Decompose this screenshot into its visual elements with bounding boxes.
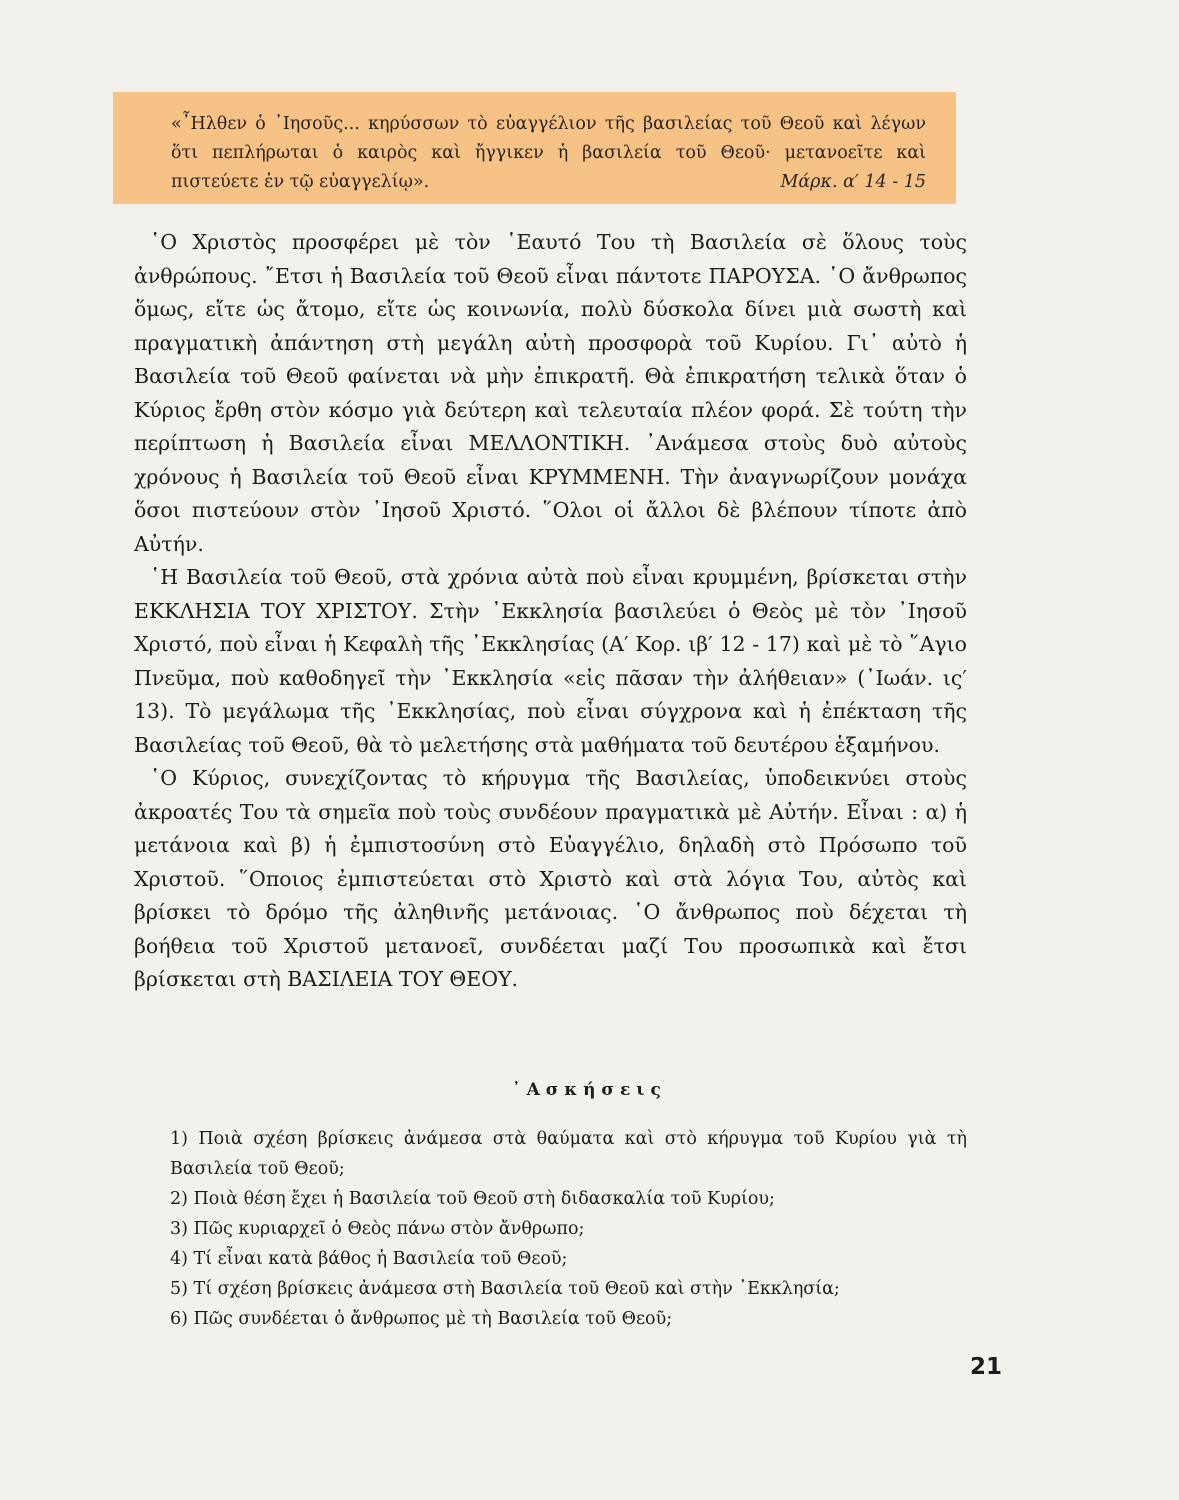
quote-reference: Μάρκ. α′ 14 - 15 xyxy=(780,172,926,192)
paragraph-3: ῾Ο Κύριος, συνεχίζοντας τὸ κήρυγμα τῆς Βασιλείας, ὑποδεικνύει στοὺς ἀκροατές Του τὰ σημεῖα ποὺ τοὺς συνδέουν πραγματικὰ μὲ Αὐτήν. Εἶναι : α) ἡ μετάνοια καὶ β) ἡ ἐμπιστοσύνη στὸ Εὐαγγέλιο, δηλαδὴ στὸ Πρόσωπο τοῦ Χριστοῦ. ῞Οποιος ἐμπιστεύεται στὸ Χριστὸ καὶ στὰ λόγια Του, αὐτὸς καὶ βρίσκει τὸ δρόμο τῆς ἀληθινῆς μετάνοιας. ῾Ο ἄνθρωπος ποὺ δέχεται τὴ βοήθεια τοῦ Χριστοῦ μετανοεῖ, συνδέεται μαζί Του προσωπικὰ καὶ ἔτσι βρίσκεται στὴ ΒΑΣΙΛΕΙΑ ΤΟΥ ΘΕΟΥ. xyxy=(134,766,967,991)
exercise-item: 4) Τί εἶναι κατὰ βάθος ἡ Βασιλεία τοῦ Θεοῦ; xyxy=(170,1249,568,1269)
paragraph-1: ῾Ο Χριστὸς προσφέρει μὲ τὸν ῾Εαυτό Του τὴ Βασιλεία σὲ ὅλους τοὺς ἀνθρώπους. ῎Ετσι ἡ Βασιλεία τοῦ Θεοῦ εἶναι πάντοτε ΠΑΡΟΥΣΑ. ῾Ο ἄνθρωπος ὅμως, εἴτε ὡς ἄτομο, εἴτε ὡς κοινωνία, πολὺ δύσκολα δίνει μιὰ σωστὴ καὶ πραγματικὴ ἀπάντηση στὴ μεγάλη αὐτὴ προσφορὰ τοῦ Κυρίου. Γι᾽ αὐτὸ ἡ Βασιλεία τοῦ Θεοῦ φαίνεται νὰ μὴν ἐπικρατῆ. Θὰ ἐπικρατήση τελικὰ ὅταν ὁ Κύριος ἔρθη στὸν κόσμο γιὰ δεύτερη καὶ τελευταία πλέον φορά. Σὲ τούτη τὴν περίπτωση ἡ Βασιλεία εἶναι ΜΕΛΛΟΝΤΙΚΗ. ᾽Ανάμεσα στοὺς δυὸ αὐτοὺς χρόνους ἡ Βασιλεία τοῦ Θεοῦ εἶναι ΚΡΥΜΜΕΝΗ. Τὴν ἀναγνωρίζουν μονάχα ὅσοι πιστεύουν στὸν ᾽Ιησοῦ Χριστό. ῞Ολοι οἱ ἄλλοι δὲ βλέπουν τίποτε ἀπὸ Αὐτήν. xyxy=(134,230,967,556)
page-number: 21 xyxy=(969,1354,1002,1380)
quote-text: «῏Ηλθεν ὁ ᾽Ιησοῦς... κηρύσσων τὸ εὐαγγέλιον τῆς βασιλείας τοῦ Θεοῦ καὶ λέγων ὅτι πεπλήρωται ὁ καιρὸς καὶ ἤγγικεν ἡ βασιλεία τοῦ Θεοῦ· μετανοεῖτε καὶ πιστεύετε ἐν τῷ εὐαγγελίῳ». xyxy=(171,114,926,192)
exercise-item: 2) Ποιὰ θέση ἔχει ἡ Βασιλεία τοῦ Θεοῦ στὴ διδασκαλία τοῦ Κυρίου; xyxy=(170,1189,775,1209)
exercise-item: 3) Πῶς κυριαρχεῖ ὁ Θεὸς πάνω στὸν ἄνθρωπο; xyxy=(170,1219,585,1239)
scripture-quote-box xyxy=(113,92,956,204)
exercise-item: 5) Τί σχέση βρίσκεις ἀνάμεσα στὴ Βασιλεία τοῦ Θεοῦ καὶ στὴν ᾽Εκκλησία; xyxy=(170,1279,840,1299)
exercise-item: 1) Ποιὰ σχέση βρίσκεις ἀνάμεσα στὰ θαύματα καὶ στὸ κήρυγμα τοῦ Κυρίου γιὰ τὴ Βασιλεία τοῦ Θεοῦ; xyxy=(170,1129,967,1179)
exercise-item: 6) Πῶς συνδέεται ὁ ἄνθρωπος μὲ τὴ Βασιλεία τοῦ Θεοῦ; xyxy=(170,1309,673,1329)
paragraph-2: ῾Η Βασιλεία τοῦ Θεοῦ, στὰ χρόνια αὐτὰ ποὺ εἶναι κρυμμένη, βρίσκεται στὴν ΕΚΚΛΗΣΙΑ ΤΟΥ ΧΡΙΣΤΟΥ. Στὴν ᾽Εκκλησία βασιλεύει ὁ Θεὸς μὲ τὸν ᾽Ιησοῦ Χριστό, ποὺ εἶναι ἡ Κεφαλὴ τῆς ᾽Εκκλησίας (Α′ Κορ. ιβ′ 12 - 17) καὶ μὲ τὸ ῞Αγιο Πνεῦμα, ποὺ καθοδηγεῖ τὴν ᾽Εκκλησία «εἰς πᾶσαν τὴν ἀλήθειαν» (᾽Ιωάν. ις′ 13). Τὸ μεγάλωμα τῆς ᾽Εκκλησίας, ποὺ εἶναι σύγχρονα καὶ ἡ ἐπέκταση τῆς Βασιλείας τοῦ Θεοῦ, θὰ τὸ μελετήσης στὰ μαθήματα τοῦ δευτέρου ἑξαμήνου. xyxy=(134,565,967,757)
main-text xyxy=(134,226,967,997)
scripture-quote xyxy=(171,110,926,197)
exercises-heading: ᾽Ασκήσεις xyxy=(512,1080,667,1100)
exercises-list xyxy=(134,1124,967,1334)
